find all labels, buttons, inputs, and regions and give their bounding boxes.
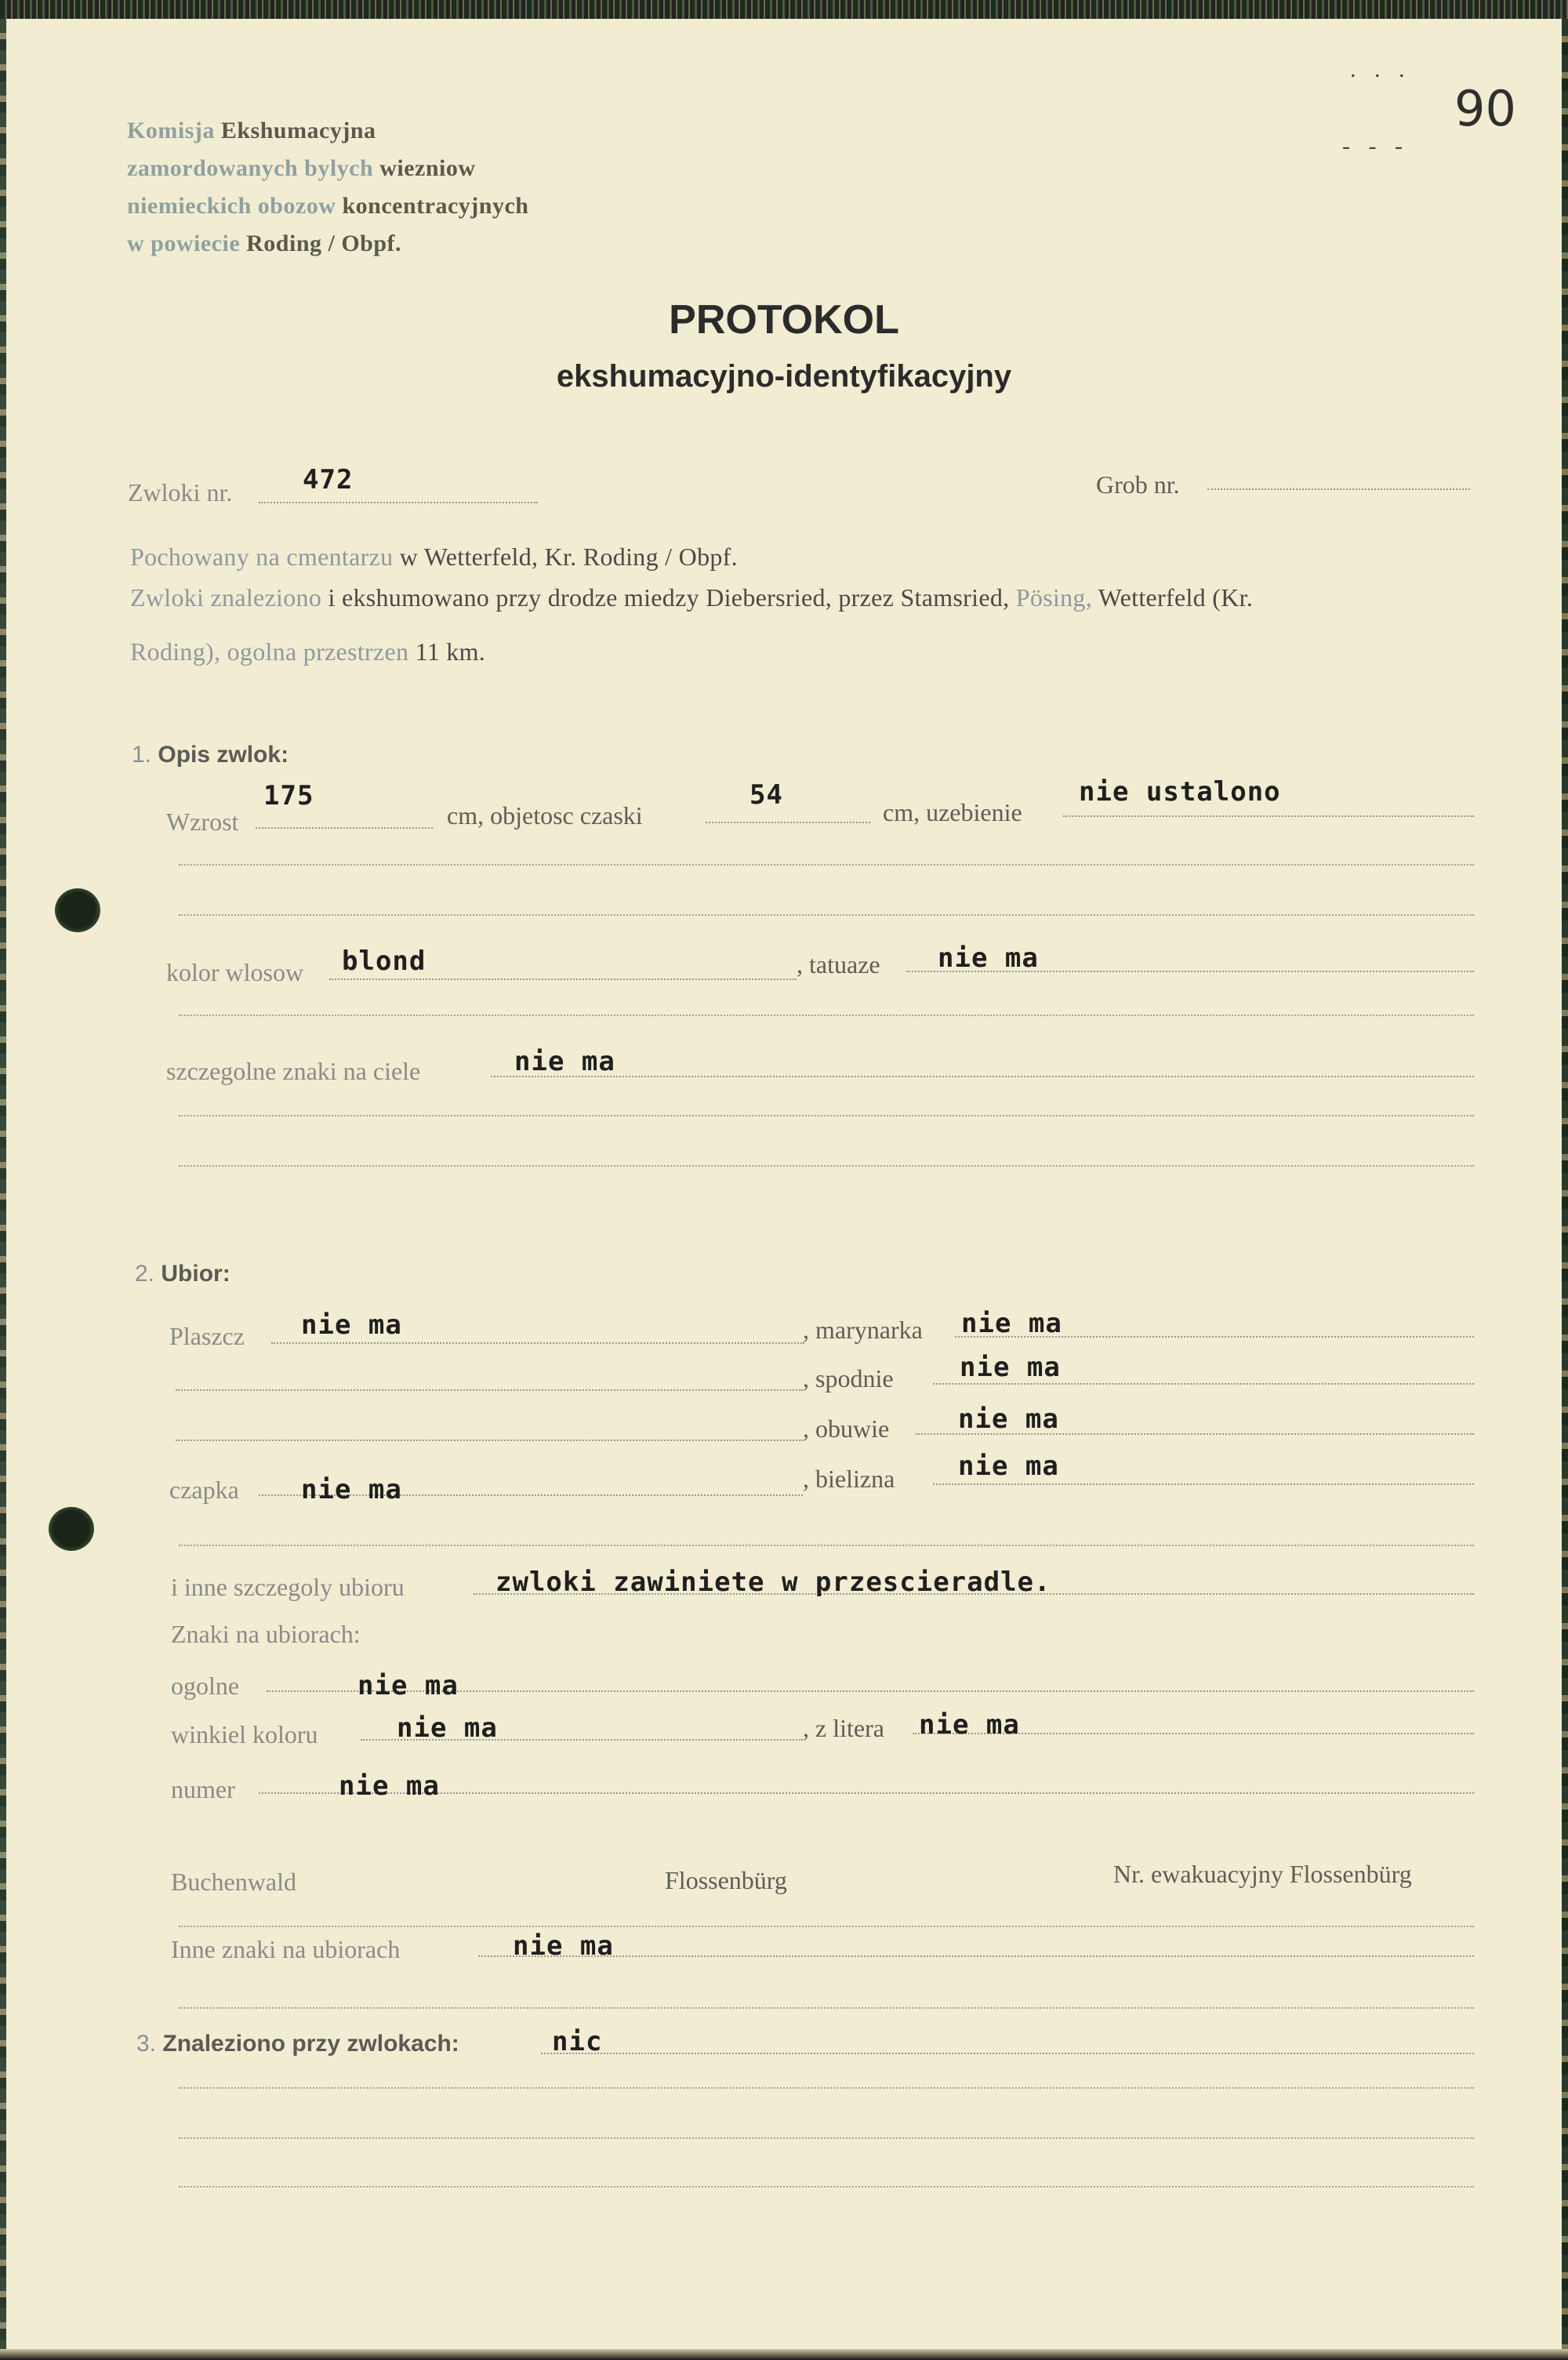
numer-line (259, 1792, 1474, 1794)
page-number: 90 (1454, 80, 1516, 137)
plaszcz-line (271, 1342, 804, 1344)
section2-heading: 2. Ubior: (135, 1261, 230, 1287)
cm-objetosc-label: cm, objetosc czaski (447, 801, 643, 830)
litera-label: , z litera (803, 1714, 884, 1742)
blank-rule-11 (179, 2186, 1474, 2188)
ogolne-value: nie ma (358, 1670, 459, 1701)
ewakuacyjny-label: Nr. ewakuacyjny Flossenbürg (1113, 1860, 1412, 1888)
czaszka-line (706, 822, 870, 823)
blank-rule-6 (179, 1545, 1474, 1546)
litera-value: nie ma (919, 1709, 1020, 1741)
intro-line-2: Zwloki znaleziono i ekshumowano przy drodze miedzy Diebersried, przez Stamsried, Pösing, Wetterfeld (Kr. (130, 583, 1254, 612)
blank-rule-9 (179, 2087, 1474, 2089)
znaki-label: szczegolne znaki na ciele (166, 1057, 421, 1085)
obuwie-value: nie ma (958, 1403, 1059, 1435)
uzebienie-value: nie ustalono (1079, 776, 1281, 808)
plaszcz-label: Plaszcz (169, 1322, 245, 1350)
header-line-3: niemieckich obozow koncentracyjnych (127, 193, 529, 219)
inne-znaki-label: Inne znaki na ubiorach (171, 1935, 401, 1963)
blank-rule-1 (179, 864, 1474, 866)
wzrost-line (256, 827, 433, 829)
czapka-value: nie ma (301, 1474, 402, 1505)
zwloki-label: Zwloki nr. (128, 478, 233, 506)
intro-line-1: Pochowany na cmentarzu w Wetterfeld, Kr. Roding / Obpf. (130, 543, 738, 571)
document-title: PROTOKOL (669, 297, 899, 343)
punch-hole-top (55, 888, 100, 932)
film-edge-top (0, 0, 1568, 19)
document-subtitle: ekshumacyjno-identyfikacyjny (556, 359, 1012, 394)
blank-rule-10 (179, 2137, 1474, 2139)
marynarka-label: , marynarka (803, 1316, 923, 1344)
czaszka-value: 54 (750, 779, 783, 811)
spodnie-label: , spodnie (803, 1364, 894, 1392)
numer-label: numer (171, 1775, 235, 1803)
header-line-4: w powiecie Roding / Obpf. (127, 231, 402, 256)
blank-rule-3 (179, 1015, 1474, 1016)
inne-znaki-value: nie ma (513, 1930, 614, 1962)
intro-line-3: Roding), ogolna przestrzen 11 km. (130, 637, 486, 666)
tatuaze-value: nie ma (938, 942, 1039, 974)
flossenburg-label: Flossenbürg (665, 1866, 787, 1894)
buchenwald-label: Buchenwald (171, 1868, 296, 1896)
blank-rule-2 (179, 914, 1474, 916)
czapka-label: czapka (169, 1476, 239, 1504)
bielizna-label: , bielizna (803, 1465, 895, 1493)
inne-szczegoly-label: i inne szczegoly ubioru (171, 1573, 405, 1601)
spodnie-prefix-line (176, 1389, 803, 1391)
znaki-line (491, 1076, 1474, 1077)
blank-rule-7 (179, 1926, 1474, 1927)
tatuaze-label: , tatuaze (797, 950, 880, 978)
wzrost-label: Wzrost (166, 808, 239, 836)
dash-mark: - - - (1342, 133, 1409, 159)
winkiel-value: nie ma (397, 1712, 498, 1744)
section1-heading: 1. Opis zwlok: (132, 742, 289, 768)
kolor-line (329, 978, 797, 980)
zwloki-line (259, 502, 538, 503)
spodnie-line (933, 1383, 1474, 1385)
header-line-2: zamordowanych bylych wiezniow (127, 155, 476, 181)
grob-label: Grob nr. (1096, 470, 1180, 499)
bielizna-line (933, 1483, 1474, 1485)
numer-value: nie ma (339, 1770, 440, 1802)
wzrost-value: 175 (263, 780, 314, 811)
film-edge-bottom (0, 2349, 1568, 2360)
blank-rule-5 (179, 1165, 1474, 1167)
marynarka-value: nie ma (961, 1308, 1062, 1339)
section3-heading: 3. Znaleziono przy zwlokach: (136, 2031, 459, 2057)
znaki-value: nie ma (514, 1046, 615, 1077)
ogolne-label: ogolne (171, 1672, 240, 1700)
uzebienie-line (1063, 815, 1474, 817)
obuwie-label: , obuwie (803, 1414, 890, 1443)
cm-uzebienie-label: cm, uzebienie (883, 798, 1022, 826)
header-block (127, 112, 528, 263)
znaki-na-ubiorach-label: Znaki na ubiorach: (171, 1620, 361, 1648)
kolor-value: blond (342, 946, 426, 977)
grob-line (1207, 488, 1470, 490)
section3-value: nic (552, 2026, 603, 2057)
obuwie-prefix-line (176, 1440, 803, 1441)
inne-znaki-line (478, 1955, 1474, 1957)
zwloki-value: 472 (303, 464, 354, 496)
punch-hole-bottom (49, 1507, 94, 1551)
blank-rule-4 (179, 1115, 1474, 1116)
header-line-1: Komisja Ekshumacyjna (127, 118, 376, 143)
blank-rule-8 (179, 2007, 1474, 2009)
corner-dots: . . . (1350, 56, 1411, 82)
kolor-label: kolor wlosow (166, 958, 304, 986)
inne-szczegoly-value: zwloki zawiniete w przescieradle. (495, 1567, 1051, 1598)
bielizna-value: nie ma (958, 1450, 1059, 1482)
section3-line (541, 2053, 1474, 2054)
winkiel-label: winkiel koloru (171, 1720, 318, 1748)
spodnie-value: nie ma (960, 1352, 1061, 1383)
plaszcz-value: nie ma (301, 1309, 402, 1341)
